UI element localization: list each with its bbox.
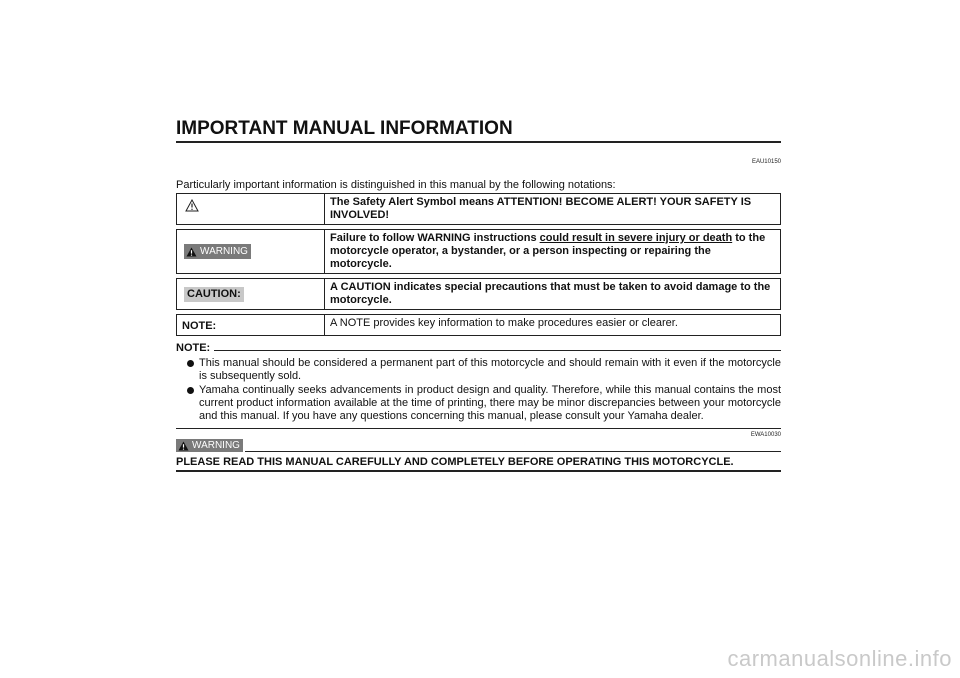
warning-block-badge (176, 439, 243, 452)
warning-badge (184, 244, 251, 259)
warning-text-start: Failure to follow WARNING instructions (330, 232, 540, 244)
bullet-text: This manual should be considered a permanent part of this motorcycle and should remain with it even if the motorcycle is subsequently sold. (199, 357, 781, 382)
warning-block-text: PLEASE READ THIS MANUAL CAREFULLY AND COMPLETELY BEFORE OPERATING THIS MOTORCYCLE. (176, 456, 781, 472)
note-bullet-list (176, 357, 781, 423)
warning-triangle-icon (186, 247, 197, 257)
note-divider (214, 350, 781, 351)
intro-text: Particularly important information is distinguished in this manual by the following notations: (176, 179, 616, 191)
warning-code: EWA10030 (750, 432, 781, 438)
warning-text-underlined: could result in severe injury or death (539, 232, 733, 244)
warning-description (325, 230, 781, 274)
notations-table (176, 193, 781, 336)
bullet-icon (187, 360, 194, 367)
note-section-header (176, 342, 781, 354)
note-symbol-cell (177, 315, 325, 336)
warning-triangle-icon (178, 441, 189, 451)
notation-row-warning (177, 230, 781, 274)
warning-symbol-cell (177, 230, 325, 274)
notation-row-note (177, 315, 781, 336)
section-code: EAU10150 (751, 159, 781, 165)
warning-badge-label: WARNING (200, 246, 248, 257)
warning-block-label: WARNING (192, 440, 240, 451)
list-item (187, 384, 781, 423)
safety-symbol-cell (177, 194, 325, 225)
warning-divider (245, 451, 781, 452)
caution-symbol-cell (177, 279, 325, 310)
bullet-icon (187, 387, 194, 394)
note-section-label: NOTE: (176, 342, 211, 354)
bullet-text: Yamaha continually seeks advancements in product design and quality. Therefore, while this manual contains the most current product information available at the time of printing, there may be minor discrepancies between your motorcycle and this manual. If you have any questions concerning this manual, please consult your Yamaha dealer. (199, 384, 781, 422)
notation-row-caution (177, 279, 781, 310)
notation-row-safety (177, 194, 781, 225)
safety-alert-triangle-icon (185, 199, 199, 212)
caution-badge: CAUTION: (184, 287, 244, 302)
note-label: NOTE: (182, 320, 217, 332)
safety-description: The Safety Alert Symbol means ATTENTION! BECOME ALERT! YOUR SAFETY IS INVOLVED! (325, 194, 781, 225)
warning-text-end: to the motorcycle operator, a bystander, or a person inspecting or repairing the motorcycle. (330, 232, 766, 270)
page-content (176, 118, 781, 472)
list-item (187, 357, 781, 383)
watermark: carmanualsonline.info (727, 646, 952, 671)
page-title: IMPORTANT MANUAL INFORMATION (176, 118, 781, 143)
caution-description: A CAUTION indicates special precautions that must be taken to avoid damage to the motorcycle. (325, 279, 781, 310)
note-section-end-divider (176, 428, 781, 429)
warning-block-header (176, 439, 781, 452)
note-description: A NOTE provides key information to make procedures easier or clearer. (325, 315, 781, 336)
